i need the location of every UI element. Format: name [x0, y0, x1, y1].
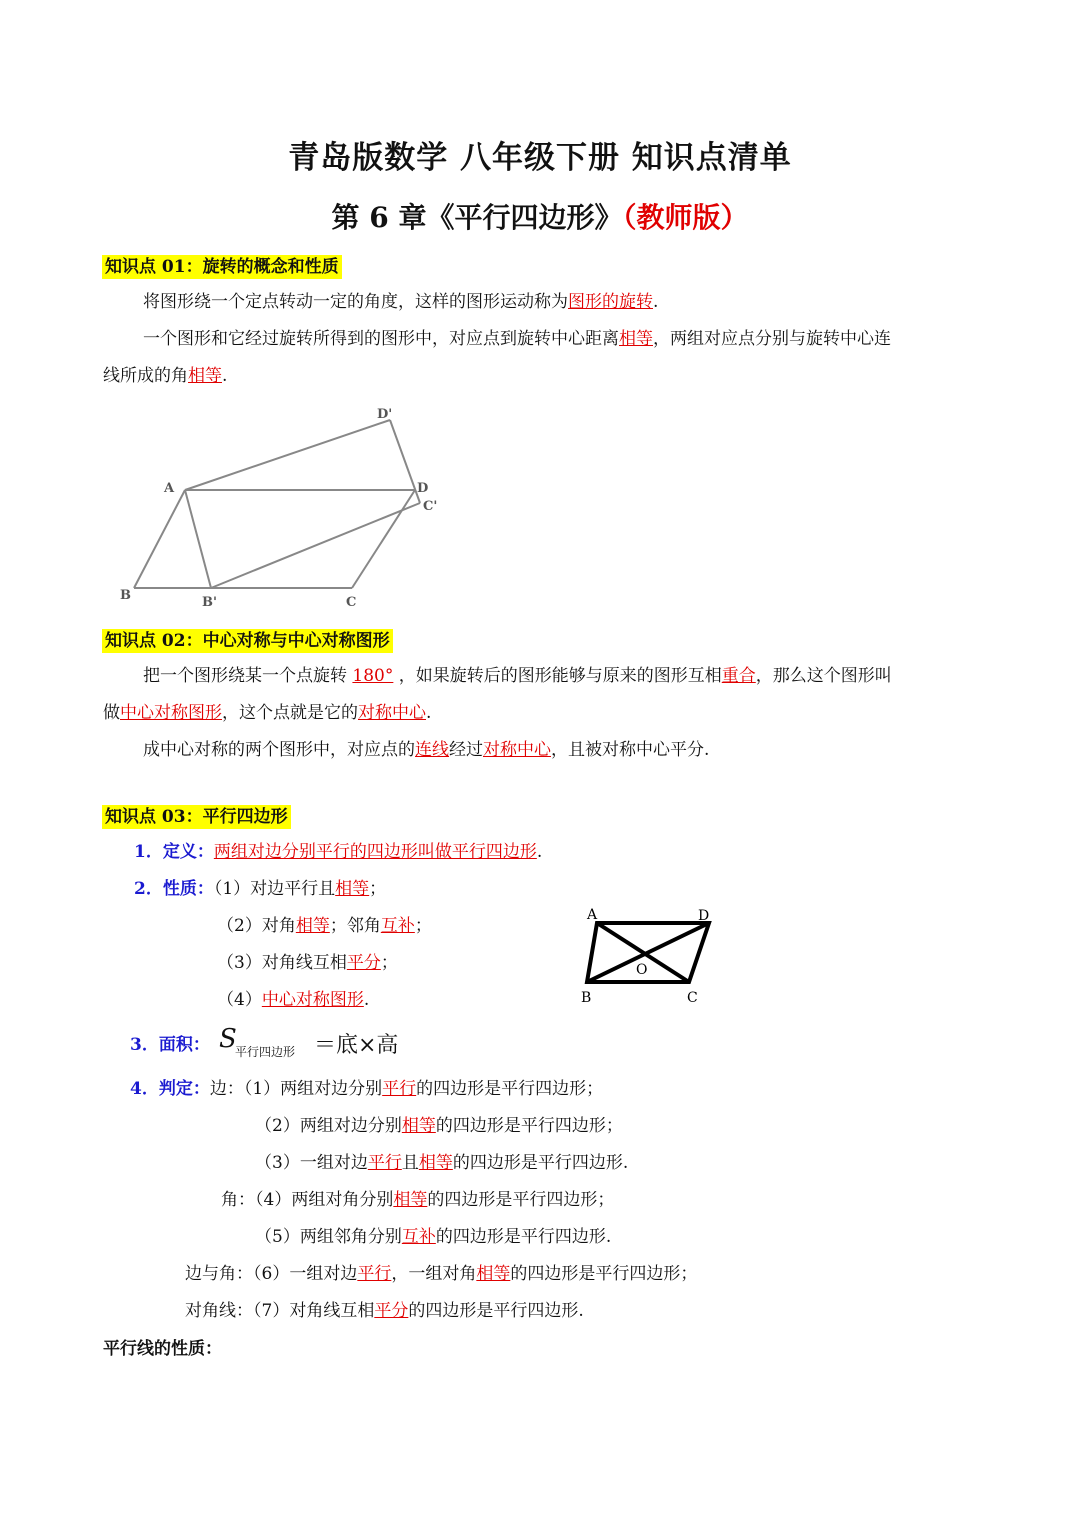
j3-mid: 且: [401, 1153, 419, 1173]
area-subscript: 平行四边形: [235, 1045, 296, 1059]
k2-p3-end: ，且被对称中心平分.: [551, 740, 710, 760]
k3-property-3: [217, 951, 398, 975]
j1-end: 的四边形是平行四边形；: [416, 1079, 604, 1099]
k2-heading: [102, 626, 393, 651]
j6-text: （6）一组对边: [253, 1264, 358, 1284]
prop3-end: ；: [380, 953, 398, 973]
chapter-name: 第 6 章《平行四边形》: [331, 201, 623, 234]
prop1-text: （1）对边平行且: [213, 879, 336, 899]
label-c: C: [687, 990, 698, 1006]
prop3-answer: 平分: [346, 953, 381, 973]
j1-answer: 平行: [382, 1079, 417, 1099]
prop1-end: ；: [369, 879, 387, 899]
k3-heading-text: 知识点 03：平行四边形: [102, 805, 291, 829]
j6-prefix: 边与角：: [185, 1264, 253, 1284]
k2-p1-answer-angle: 180°: [352, 666, 394, 686]
j7-end: 的四边形是平行四边形.: [408, 1301, 584, 1321]
judge-line-5: [255, 1225, 611, 1249]
k1-p3-answer: 相等: [188, 366, 222, 386]
prop3-text: （3）对角线互相: [217, 953, 347, 973]
k1-p1-text: 将图形绕一个定点转动一定的角度，这样的图形运动称为: [143, 292, 568, 312]
judge-line-1: [130, 1077, 603, 1101]
prop4-answer: 中心对称图形: [261, 990, 364, 1010]
j4-prefix: 角：: [221, 1190, 255, 1210]
j1-text: （1）两组对边分别: [243, 1079, 383, 1099]
property-label: 2．性质：: [134, 879, 214, 899]
judge-line-6: [185, 1262, 697, 1286]
prop2-end: ；: [414, 916, 432, 936]
prop2-answer-equal: 相等: [295, 916, 330, 936]
k1-p1-answer: 图形的旋转: [568, 292, 653, 312]
j7-text: （7）对角线互相: [253, 1301, 375, 1321]
label-a: A: [587, 907, 598, 923]
rotation-figure: [110, 400, 470, 615]
k1-heading: [102, 252, 342, 277]
judge-label: 4．判定：: [130, 1079, 210, 1099]
k3-property-4: [217, 988, 369, 1012]
k1-p2-answer: 相等: [619, 329, 653, 349]
label-bp: B': [202, 595, 217, 610]
k1-p3-end: .: [222, 366, 228, 386]
j3-text: （3）一组对边: [255, 1153, 368, 1173]
k1-p3-text: 线所成的角: [103, 366, 188, 386]
judge-line-2: [255, 1114, 623, 1138]
j7-prefix: 对角线：: [185, 1301, 253, 1321]
judge-line-3: [255, 1151, 628, 1175]
label-a: A: [164, 481, 175, 496]
prop4-end: .: [363, 990, 370, 1010]
judge-line-4: [221, 1188, 614, 1212]
judge-line-7: [185, 1299, 584, 1323]
j3-end: 的四边形是平行四边形.: [452, 1153, 629, 1173]
k2-p1-answer-coincide: 重合: [721, 666, 756, 686]
label-dp: D': [377, 407, 393, 422]
prop4-text: （4）: [217, 990, 262, 1010]
j5-end: 的四边形是平行四边形.: [435, 1227, 612, 1247]
j4-answer: 相等: [393, 1190, 428, 1210]
prop1-answer: 相等: [335, 879, 370, 899]
j4-end: 的四边形是平行四边形；: [427, 1190, 615, 1210]
area-formula: ＝底×高: [314, 1033, 399, 1058]
teacher-edition-tag: （教师版）: [622, 201, 749, 234]
k2-p3-mid: 经过: [449, 740, 483, 760]
label-o: O: [636, 962, 648, 978]
k2-p2-end: .: [426, 703, 432, 723]
k2-p3-answer-center: 对称中心: [483, 740, 551, 760]
j6-answer-parallel: 平行: [357, 1264, 392, 1284]
k2-p2-mid: ，这个点就是它的: [222, 703, 358, 723]
label-b: B: [581, 990, 592, 1006]
label-d: D: [417, 481, 429, 496]
label-c: C: [346, 595, 357, 610]
k1-p2-end: ，两组对应点分别与旋转中心连: [653, 329, 891, 349]
k1-p1-end: .: [653, 292, 659, 312]
j2-text: （2）两组对边分别: [255, 1116, 402, 1136]
chapter-title: [0, 196, 1080, 236]
segment-abp: [185, 490, 211, 588]
j5-answer: 互补: [401, 1227, 436, 1247]
k2-p1-end: ，那么这个图形叫: [755, 666, 892, 686]
k2-p3-answer-line: 连线: [415, 740, 449, 760]
k1-p2-text: 一个图形和它经过旋转所得到的图形中，对应点到旋转中心距离: [143, 329, 619, 349]
j6-mid: ，一组对角: [391, 1264, 477, 1284]
j2-answer: 相等: [401, 1116, 436, 1136]
label-b: B: [120, 588, 131, 603]
label-d: D: [698, 908, 710, 924]
j3-answer-equal: 相等: [418, 1153, 453, 1173]
j7-answer: 平分: [374, 1301, 409, 1321]
area-symbol-s: S: [219, 1024, 237, 1054]
k2-p1-text: 把一个图形绕某一个点旋转: [143, 666, 353, 686]
j1-prefix: 边：: [209, 1079, 244, 1099]
label-cp: C': [423, 499, 438, 514]
k3-heading: [102, 802, 291, 827]
k2-p2-text: 做: [103, 703, 120, 723]
k2-paragraph-3: [143, 738, 709, 762]
definition-answer: 两组对边分别平行的四边形叫做平行四边形: [213, 842, 537, 862]
k2-heading-text: 知识点 02：中心对称与中心对称图形: [102, 629, 393, 653]
k1-paragraph-1: [143, 290, 658, 314]
j6-end: 的四边形是平行四边形；: [510, 1264, 698, 1284]
k2-p1-mid: ，如果旋转后的图形能够与原来的图形互相: [393, 666, 722, 686]
segment-ab: [134, 490, 185, 588]
j2-end: 的四边形是平行四边形；: [435, 1116, 623, 1136]
k2-paragraph-1: [143, 664, 892, 688]
k1-paragraph-2: [143, 327, 891, 351]
j4-text: （4）两组对角分别: [255, 1190, 394, 1210]
segment-bpcp: [211, 503, 420, 588]
segment-cd: [352, 490, 415, 588]
j3-answer-parallel: 平行: [367, 1153, 402, 1173]
k2-paragraph-2: [103, 701, 431, 725]
k2-p3-text: 成中心对称的两个图形中，对应点的: [143, 740, 415, 760]
area-label: 3．面积：: [130, 1035, 210, 1055]
page-title: 青岛版数学 八年级下册 知识点清单: [288, 140, 792, 176]
j5-text: （5）两组邻角分别: [255, 1227, 402, 1247]
k3-definition: [134, 840, 542, 864]
definition-end: .: [536, 842, 543, 862]
parallel-lines-heading: 平行线的性质：: [103, 1339, 222, 1359]
prop2-mid: ；邻角: [329, 916, 381, 936]
k1-paragraph-3: [103, 364, 227, 388]
prop2-answer-supplement: 互补: [380, 916, 415, 936]
j6-answer-equal: 相等: [476, 1264, 511, 1284]
definition-label: 1．定义：: [134, 842, 214, 862]
k3-property-1: [134, 877, 386, 901]
k1-heading-text: 知识点 01：旋转的概念和性质: [102, 255, 342, 279]
parallelogram-figure: [575, 905, 725, 1010]
segment-adp: [185, 420, 390, 490]
prop2-text: （2）对角: [217, 916, 296, 936]
k3-property-2: [217, 914, 432, 938]
k2-p2-answer-center: 对称中心: [358, 703, 426, 723]
k2-p2-answer-figure: 中心对称图形: [120, 703, 222, 723]
